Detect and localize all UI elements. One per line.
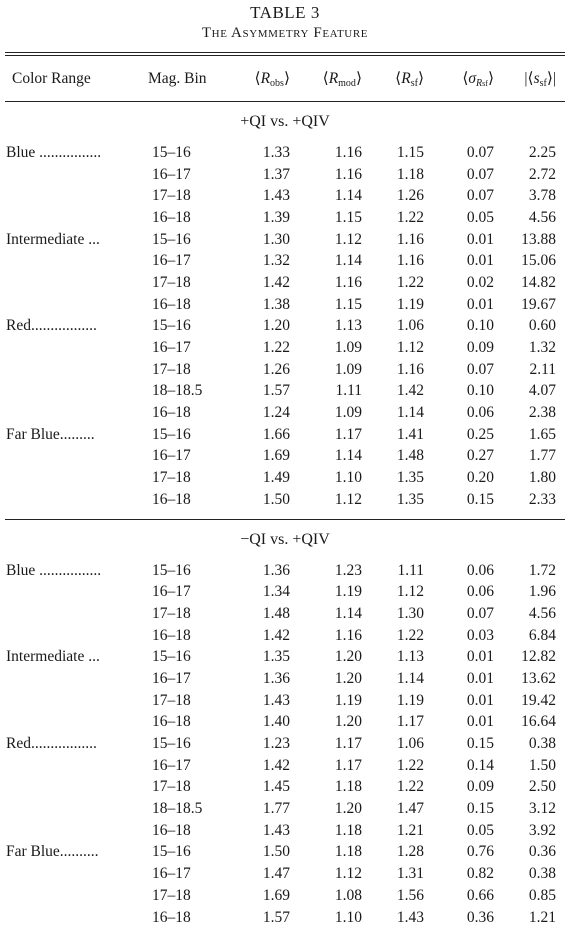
cell-sigma: 0.03 (466, 626, 494, 644)
cell-s-sf: 3.92 (528, 821, 556, 839)
cell-r-sf: 1.42 (396, 382, 424, 400)
cell-r-sf: 1.14 (396, 669, 424, 687)
cell-color-range: Far Blue......... (6, 425, 95, 443)
cell-s-sf: 2.11 (529, 360, 556, 378)
cell-sigma: 0.01 (466, 691, 494, 709)
cell-sigma: 0.05 (466, 821, 494, 839)
cell-s-sf: 1.72 (528, 561, 556, 579)
cell-sigma: 0.15 (466, 735, 494, 753)
cell-s-sf: 14.82 (521, 273, 556, 291)
table-section (0, 520, 570, 937)
cell-mag-bin: 16–17 (152, 447, 191, 465)
cell-s-sf: 12.82 (521, 648, 556, 666)
table-row (0, 712, 570, 734)
cell-r-mod: 1.14 (334, 187, 362, 205)
cell-sigma: 0.10 (466, 317, 494, 335)
cell-mag-bin: 17–18 (152, 187, 191, 205)
cell-r-obs: 1.77 (262, 800, 290, 818)
cell-r-mod: 1.13 (334, 317, 362, 335)
cell-s-sf: 4.56 (528, 604, 556, 622)
table-row (0, 560, 570, 582)
cell-color-range: Blue ................ (6, 561, 102, 579)
cell-sigma: 0.15 (466, 800, 494, 818)
cell-mag-bin: 18–18.5 (152, 800, 203, 818)
cell-mag-bin: 15–16 (152, 735, 191, 753)
cell-mag-bin: 16–17 (152, 669, 191, 687)
cell-mag-bin: 16–17 (152, 339, 191, 357)
cell-r-sf: 1.06 (396, 735, 424, 753)
cell-r-obs: 1.23 (262, 735, 290, 753)
cell-r-obs: 1.43 (262, 821, 290, 839)
column-header-row (0, 56, 570, 101)
cell-sigma: 0.82 (466, 865, 494, 883)
cell-sigma: 0.07 (466, 187, 494, 205)
cell-r-obs: 1.36 (262, 561, 290, 579)
cell-s-sf: 1.50 (528, 756, 556, 774)
cell-r-sf: 1.26 (396, 187, 424, 205)
table-row (0, 842, 570, 864)
cell-r-sf: 1.16 (396, 252, 424, 270)
table-row (0, 359, 570, 381)
cell-r-mod: 1.14 (334, 252, 362, 270)
cell-r-obs: 1.38 (262, 295, 290, 313)
cell-mag-bin: 16–18 (152, 404, 191, 422)
cell-s-sf: 13.88 (521, 230, 556, 248)
cell-r-obs: 1.32 (262, 252, 290, 270)
cell-r-mod: 1.20 (334, 713, 362, 731)
cell-r-mod: 1.10 (334, 469, 362, 487)
cell-r-mod: 1.09 (334, 404, 362, 422)
cell-mag-bin: 15–16 (152, 425, 191, 443)
table-row (0, 272, 570, 294)
cell-mag-bin: 15–16 (152, 143, 191, 161)
table-row (0, 467, 570, 489)
cell-s-sf: 0.36 (528, 843, 556, 861)
table-row (0, 863, 570, 885)
cell-sigma: 0.01 (466, 230, 494, 248)
cell-r-sf: 1.11 (397, 561, 424, 579)
cell-r-sf: 1.43 (396, 908, 424, 926)
cell-mag-bin: 17–18 (152, 778, 191, 796)
cell-sigma: 0.07 (466, 143, 494, 161)
cell-r-mod: 1.09 (334, 339, 362, 357)
cell-r-sf: 1.16 (396, 360, 424, 378)
cell-r-obs: 1.24 (262, 404, 290, 422)
cell-mag-bin: 15–16 (152, 648, 191, 666)
cell-r-mod: 1.12 (334, 230, 362, 248)
cell-r-mod: 1.09 (334, 360, 362, 378)
table-row (0, 294, 570, 316)
cell-s-sf: 2.50 (528, 778, 556, 796)
cell-s-sf: 1.21 (528, 908, 556, 926)
cell-r-sf: 1.14 (396, 404, 424, 422)
cell-r-sf: 1.30 (396, 604, 424, 622)
cell-r-obs: 1.39 (262, 208, 290, 226)
cell-sigma: 0.27 (466, 447, 494, 465)
cell-r-obs: 1.34 (262, 583, 290, 601)
cell-color-range: Blue ................ (6, 143, 102, 161)
table-row (0, 250, 570, 272)
cell-r-mod: 1.15 (334, 295, 362, 313)
cell-s-sf: 1.32 (528, 339, 556, 357)
cell-sigma: 0.76 (466, 843, 494, 861)
col-header-s-sf: $|⟨s_{sf}⟩|$ (524, 69, 556, 89)
cell-r-mod: 1.18 (334, 778, 362, 796)
cell-mag-bin: 17–18 (152, 691, 191, 709)
cell-sigma: 0.06 (466, 583, 494, 601)
cell-sigma: 0.01 (466, 713, 494, 731)
cell-r-mod: 1.17 (334, 425, 362, 443)
table-row (0, 207, 570, 229)
cell-s-sf: 3.78 (528, 187, 556, 205)
cell-mag-bin: 17–18 (152, 273, 191, 291)
cell-sigma: 0.09 (466, 778, 494, 796)
cell-r-obs: 1.50 (262, 490, 290, 508)
cell-r-sf: 1.41 (396, 425, 424, 443)
cell-r-sf: 1.28 (396, 843, 424, 861)
cell-s-sf: 2.38 (528, 404, 556, 422)
table-row (0, 164, 570, 186)
cell-r-sf: 1.19 (396, 295, 424, 313)
table-row (0, 755, 570, 777)
cell-mag-bin: 16–18 (152, 490, 191, 508)
cell-mag-bin: 16–17 (152, 756, 191, 774)
table-row (0, 185, 570, 207)
table-section (0, 102, 570, 519)
col-header-mag-bin: Mag. Bin (148, 69, 207, 87)
col-header-r-mod: $⟨R_{mod}⟩$ (322, 69, 362, 89)
cell-mag-bin: 17–18 (152, 469, 191, 487)
table-row (0, 337, 570, 359)
cell-r-sf: 1.18 (396, 165, 424, 183)
cell-s-sf: 15.06 (521, 252, 556, 270)
top-rule (5, 52, 565, 53)
cell-r-obs: 1.57 (262, 908, 290, 926)
cell-r-sf: 1.35 (396, 490, 424, 508)
cell-r-mod: 1.16 (334, 165, 362, 183)
cell-sigma: 0.06 (466, 404, 494, 422)
cell-mag-bin: 16–17 (152, 252, 191, 270)
cell-r-mod: 1.14 (334, 447, 362, 465)
cell-mag-bin: 17–18 (152, 360, 191, 378)
cell-sigma: 0.05 (466, 208, 494, 226)
table-row (0, 820, 570, 842)
table-number: TABLE 3 (250, 3, 320, 22)
cell-r-mod: 1.12 (334, 490, 362, 508)
cell-s-sf: 19.67 (521, 295, 556, 313)
cell-sigma: 0.01 (466, 669, 494, 687)
cell-mag-bin: 15–16 (152, 561, 191, 579)
cell-color-range: Far Blue.......... (6, 843, 99, 861)
cell-r-sf: 1.22 (396, 273, 424, 291)
cell-sigma: 0.15 (466, 490, 494, 508)
cell-color-range: Intermediate ... (6, 648, 100, 666)
cell-r-mod: 1.20 (334, 648, 362, 666)
cell-s-sf: 1.80 (528, 469, 556, 487)
cell-sigma: 0.14 (466, 756, 494, 774)
cell-r-obs: 1.26 (262, 360, 290, 378)
cell-r-sf: 1.22 (396, 208, 424, 226)
cell-mag-bin: 15–16 (152, 843, 191, 861)
cell-r-mod: 1.23 (334, 561, 362, 579)
cell-r-mod: 1.16 (334, 143, 362, 161)
table-body (0, 102, 570, 936)
cell-sigma: 0.01 (466, 648, 494, 666)
cell-s-sf: 2.25 (528, 143, 556, 161)
col-header-sigma: $⟨\sigma_{Rsf}⟩$ (462, 69, 494, 89)
cell-r-sf: 1.48 (396, 447, 424, 465)
cell-s-sf: 13.62 (521, 669, 556, 687)
cell-r-mod: 1.15 (334, 208, 362, 226)
table-row (0, 489, 570, 511)
cell-r-obs: 1.36 (262, 669, 290, 687)
table-row (0, 885, 570, 907)
cell-r-sf: 1.31 (396, 865, 424, 883)
cell-r-obs: 1.37 (262, 165, 290, 183)
table-row (0, 777, 570, 799)
cell-sigma: 0.25 (466, 425, 494, 443)
cell-color-range: Red................. (6, 317, 97, 335)
cell-r-obs: 1.49 (262, 469, 290, 487)
cell-mag-bin: 15–16 (152, 317, 191, 335)
cell-r-obs: 1.40 (262, 713, 290, 731)
cell-mag-bin: 18–18.5 (152, 382, 203, 400)
cell-sigma: 0.10 (466, 382, 494, 400)
cell-r-sf: 1.22 (396, 626, 424, 644)
cell-r-sf: 1.06 (396, 317, 424, 335)
table-row (0, 646, 570, 668)
cell-r-mod: 1.14 (334, 604, 362, 622)
table-row (0, 907, 570, 929)
cell-s-sf: 1.96 (528, 583, 556, 601)
table-row (0, 690, 570, 712)
cell-r-mod: 1.20 (334, 800, 362, 818)
cell-s-sf: 0.38 (528, 735, 556, 753)
cell-r-obs: 1.42 (262, 273, 290, 291)
table-row (0, 229, 570, 251)
cell-s-sf: 0.38 (528, 865, 556, 883)
col-header-r-obs: $⟨R_{obs}⟩$ (254, 69, 290, 89)
table-row (0, 402, 570, 424)
cell-mag-bin: 16–18 (152, 295, 191, 313)
cell-s-sf: 1.65 (528, 425, 556, 443)
cell-s-sf: 6.84 (528, 626, 556, 644)
cell-s-sf: 1.77 (528, 447, 556, 465)
cell-mag-bin: 16–17 (152, 583, 191, 601)
table-row (0, 446, 570, 468)
cell-r-sf: 1.47 (396, 800, 424, 818)
cell-s-sf: 0.85 (528, 886, 556, 904)
cell-mag-bin: 17–18 (152, 886, 191, 904)
cell-sigma: 0.07 (466, 360, 494, 378)
cell-r-obs: 1.42 (262, 626, 290, 644)
cell-sigma: 0.02 (466, 273, 494, 291)
cell-r-sf: 1.56 (396, 886, 424, 904)
cell-r-mod: 1.20 (334, 669, 362, 687)
table-row (0, 142, 570, 164)
cell-r-sf: 1.12 (396, 583, 424, 601)
cell-r-obs: 1.35 (262, 648, 290, 666)
cell-mag-bin: 16–18 (152, 208, 191, 226)
cell-r-obs: 1.57 (262, 382, 290, 400)
cell-r-obs: 1.43 (262, 187, 290, 205)
cell-s-sf: 4.07 (528, 382, 556, 400)
cell-s-sf: 2.33 (528, 490, 556, 508)
cell-r-mod: 1.17 (334, 735, 362, 753)
cell-r-mod: 1.11 (335, 382, 362, 400)
section-heading: +QI vs. +QIV (240, 113, 330, 130)
table-row (0, 603, 570, 625)
cell-color-range: Red................. (6, 735, 97, 753)
cell-s-sf: 19.42 (521, 691, 556, 709)
cell-s-sf: 4.56 (528, 208, 556, 226)
cell-r-sf: 1.21 (396, 821, 424, 839)
cell-sigma: 0.07 (466, 604, 494, 622)
cell-mag-bin: 16–18 (152, 821, 191, 839)
cell-r-obs: 1.69 (262, 886, 290, 904)
cell-sigma: 0.06 (466, 561, 494, 579)
cell-mag-bin: 16–17 (152, 865, 191, 883)
cell-r-mod: 1.19 (334, 583, 362, 601)
table-caption (0, 0, 570, 43)
cell-r-sf: 1.22 (396, 778, 424, 796)
cell-mag-bin: 16–18 (152, 626, 191, 644)
cell-r-sf: 1.16 (396, 230, 424, 248)
table-row (0, 798, 570, 820)
table-row (0, 381, 570, 403)
cell-r-mod: 1.16 (334, 626, 362, 644)
cell-s-sf: 16.64 (521, 713, 556, 731)
cell-r-obs: 1.43 (262, 691, 290, 709)
cell-s-sf: 3.12 (528, 800, 556, 818)
table-row (0, 581, 570, 603)
cell-r-sf: 1.19 (396, 691, 424, 709)
table-title: The Asymmetry Feature (201, 25, 369, 41)
cell-sigma: 0.01 (466, 252, 494, 270)
cell-r-sf: 1.15 (396, 143, 424, 161)
cell-mag-bin: 16–18 (152, 908, 191, 926)
cell-r-obs: 1.45 (262, 778, 290, 796)
cell-r-obs: 1.33 (262, 143, 290, 161)
cell-s-sf: 0.60 (528, 317, 556, 335)
cell-r-obs: 1.22 (262, 339, 290, 357)
cell-r-mod: 1.16 (334, 273, 362, 291)
table-row (0, 316, 570, 338)
cell-r-mod: 1.10 (334, 908, 362, 926)
col-header-color-range: Color Range (12, 69, 91, 87)
cell-r-mod: 1.19 (334, 691, 362, 709)
table-row (0, 668, 570, 690)
cell-mag-bin: 15–16 (152, 230, 191, 248)
cell-mag-bin: 16–17 (152, 165, 191, 183)
cell-r-obs: 1.48 (262, 604, 290, 622)
table-row (0, 625, 570, 647)
cell-r-sf: 1.12 (396, 339, 424, 357)
cell-r-mod: 1.08 (334, 886, 362, 904)
table-row (0, 424, 570, 446)
table-row (0, 733, 570, 755)
cell-r-sf: 1.17 (396, 713, 424, 731)
cell-r-sf: 1.35 (396, 469, 424, 487)
cell-mag-bin: 16–18 (152, 713, 191, 731)
cell-r-sf: 1.22 (396, 756, 424, 774)
cell-r-obs: 1.20 (262, 317, 290, 335)
cell-r-mod: 1.17 (334, 756, 362, 774)
cell-sigma: 0.01 (466, 295, 494, 313)
cell-r-mod: 1.18 (334, 843, 362, 861)
cell-r-obs: 1.30 (262, 230, 290, 248)
cell-r-obs: 1.69 (262, 447, 290, 465)
cell-mag-bin: 17–18 (152, 604, 191, 622)
col-header-r-sf: $⟨R_{sf}⟩$ (395, 69, 424, 89)
cell-sigma: 0.20 (466, 469, 494, 487)
cell-color-range: Intermediate ... (6, 230, 100, 248)
cell-sigma: 0.09 (466, 339, 494, 357)
cell-sigma: 0.66 (466, 886, 494, 904)
cell-r-sf: 1.13 (396, 648, 424, 666)
cell-sigma: 0.36 (466, 908, 494, 926)
cell-r-obs: 1.42 (262, 756, 290, 774)
cell-r-obs: 1.50 (262, 843, 290, 861)
cell-r-obs: 1.66 (262, 425, 290, 443)
cell-r-obs: 1.47 (262, 865, 290, 883)
cell-sigma: 0.07 (466, 165, 494, 183)
cell-r-mod: 1.12 (334, 865, 362, 883)
cell-s-sf: 2.72 (528, 165, 556, 183)
section-heading: −QI vs. +QIV (240, 530, 330, 548)
cell-r-mod: 1.18 (334, 821, 362, 839)
